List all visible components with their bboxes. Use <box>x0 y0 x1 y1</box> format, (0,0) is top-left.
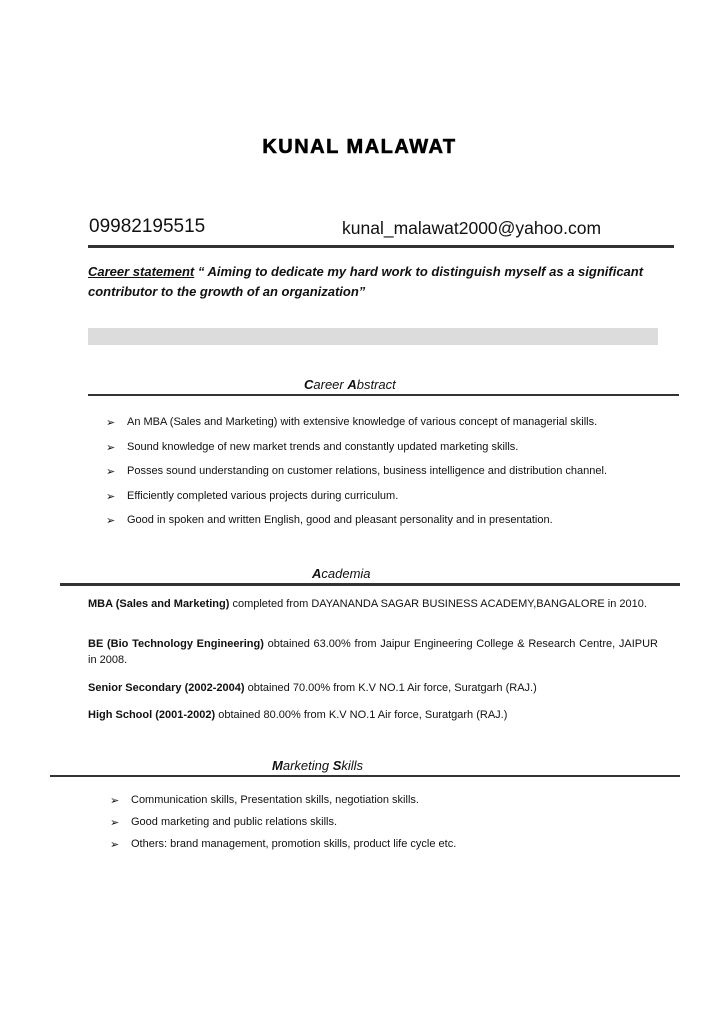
title-part: kills <box>341 758 364 773</box>
arrow-bullet-icon: ➢ <box>110 817 120 829</box>
degree-name: MBA (Sales and Marketing) <box>88 598 230 610</box>
title-initial: S <box>332 758 342 773</box>
list-item <box>110 838 690 860</box>
section-title-marketing-skills <box>272 758 363 773</box>
section-title-academia <box>312 566 371 581</box>
degree-details: obtained 70.00% from K.V NO.1 Air force, Suratgarh (RAJ.) <box>244 682 537 694</box>
list-item <box>106 441 696 465</box>
arrow-bullet-icon: ➢ <box>110 839 120 851</box>
arrow-bullet-icon: ➢ <box>106 515 116 527</box>
list-item-text: Posses sound understanding on customer relations, business intelligence and distribution channel. <box>127 465 608 477</box>
academia-entry-high-school <box>88 708 658 724</box>
arrow-bullet-icon: ➢ <box>106 442 116 454</box>
header-divider <box>88 245 674 248</box>
list-item-text: Others: brand management, promotion skills, product life cycle etc. <box>131 838 457 850</box>
arrow-bullet-icon: ➢ <box>106 417 116 429</box>
career-abstract-list <box>106 416 696 538</box>
title-part: arketing <box>282 758 333 773</box>
academia-entry-mba <box>88 597 658 613</box>
title-part: cademia <box>321 566 371 581</box>
title-initial: A <box>347 377 357 392</box>
list-item <box>110 816 690 838</box>
section-divider <box>50 775 680 777</box>
arrow-bullet-icon: ➢ <box>106 466 116 478</box>
title-part: bstract <box>356 377 396 392</box>
arrow-bullet-icon: ➢ <box>106 491 116 503</box>
list-item-text: Communication skills, Presentation skills, negotiation skills. <box>131 794 419 806</box>
marketing-skills-list <box>110 794 690 860</box>
section-divider <box>60 583 680 586</box>
list-item-text: Efficiently completed various projects during curriculum. <box>127 490 399 502</box>
academia-entry-senior-secondary <box>88 681 658 697</box>
degree-details: obtained 80.00% from K.V NO.1 Air force, Suratgarh (RAJ.) <box>215 709 508 721</box>
phone-number: 09982195515 <box>89 216 206 237</box>
list-item-text: An MBA (Sales and Marketing) with extensive knowledge of various concept of managerial skills. <box>127 416 598 428</box>
shaded-separator <box>88 328 658 345</box>
section-divider <box>88 394 679 396</box>
list-item <box>106 514 696 538</box>
title-initial: A <box>312 566 322 581</box>
degree-name: BE (Bio Technology Engineering) <box>88 638 264 650</box>
section-title-career-abstract <box>304 377 396 392</box>
arrow-bullet-icon: ➢ <box>110 795 120 807</box>
career-statement-label: Career statement <box>88 264 195 279</box>
title-part: areer <box>313 377 348 392</box>
list-item-text: Sound knowledge of new market trends and constantly updated marketing skills. <box>127 441 519 453</box>
list-item <box>106 490 696 514</box>
title-initial: C <box>304 377 314 392</box>
email-address: kunal_malawat2000@yahoo.com <box>342 218 602 238</box>
list-item <box>110 794 690 816</box>
list-item-text: Good marketing and public relations skills. <box>131 816 338 828</box>
candidate-name: KUNAL MALAWAT <box>262 136 457 158</box>
degree-details: obtained 63.00% from Jaipur Engineering College & Research Centre, JAIPUR in 2008. <box>88 638 659 666</box>
degree-name: High School (2001-2002) <box>88 709 216 721</box>
degree-name: Senior Secondary (2002-2004) <box>88 682 245 694</box>
list-item-text: Good in spoken and written English, good and pleasant personality and in presentation. <box>127 514 553 526</box>
list-item <box>106 416 696 441</box>
career-statement-text: “ Aiming to dedicate my hard work to distinguish myself as a significant contributor to the growth of an organization” <box>88 264 644 299</box>
list-item <box>106 465 696 490</box>
degree-details: completed from DAYANANDA SAGAR BUSINESS ACADEMY,BANGALORE in 2010. <box>229 598 647 610</box>
academia-entry-be <box>88 637 658 668</box>
career-statement <box>88 262 653 302</box>
title-initial: M <box>272 758 283 773</box>
